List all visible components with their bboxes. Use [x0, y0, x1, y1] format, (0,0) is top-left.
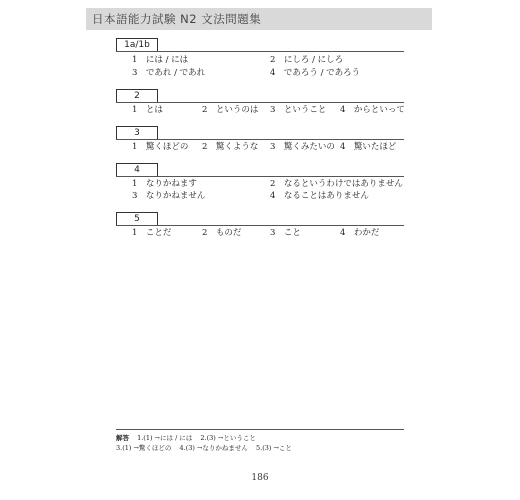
- answer-2: 2.(3) →ということ: [200, 434, 256, 442]
- question-rule-1: [116, 51, 404, 52]
- question-label-3: 3: [116, 126, 158, 140]
- question-label-4: 4: [116, 163, 158, 177]
- q5-option-2: 2 ものだ: [202, 228, 242, 238]
- answer-rule: [116, 429, 404, 430]
- q1-option-1: 1 には / には: [132, 55, 189, 65]
- q2-option-4: 4 からといって: [340, 105, 405, 115]
- q2-option-1: 1 とは: [132, 105, 163, 115]
- q4-option-2: 2 なるというわけではありません: [270, 179, 403, 189]
- question-label-1: 1a/1b: [116, 38, 158, 52]
- q5-option-1: 1 ことだ: [132, 228, 172, 238]
- answer-label: 解答: [116, 434, 129, 442]
- answer-3: 3.(1) →驚くほどの: [116, 444, 172, 452]
- q2-option-3: 3 ということ: [270, 105, 327, 115]
- question-label-2: 2: [116, 89, 158, 103]
- q3-option-2: 2 驚くような: [202, 142, 259, 152]
- q4-option-4: 4 なることはありません: [270, 191, 369, 201]
- q1-option-4: 4 であろう / であろう: [270, 68, 361, 78]
- answer-5: 5.(3) →こと: [256, 444, 292, 452]
- q3-option-1: 1 驚くほどの: [132, 142, 189, 152]
- q2-option-2: 2 というのは: [202, 105, 259, 115]
- header-bar: [86, 8, 432, 30]
- answer-line-2: [116, 443, 298, 452]
- page-header-title: 日本語能力試験 N2 文法問題集: [92, 12, 262, 26]
- answer-1: 1.(1) →には / には: [137, 434, 193, 442]
- answer-line-1: [116, 433, 262, 442]
- q3-option-4: 4 驚いたほど: [340, 142, 397, 152]
- answer-4: 4.(3) →なりかねません: [179, 444, 248, 452]
- q5-option-4: 4 わかだ: [340, 228, 380, 238]
- q4-option-3: 3 なりかねません: [132, 191, 206, 201]
- q5-option-3: 3 こと: [270, 228, 301, 238]
- q3-option-3: 3 驚くみたいの: [270, 142, 335, 152]
- q4-option-1: 1 なりかねます: [132, 179, 197, 189]
- q1-option-3: 3 であれ / であれ: [132, 68, 206, 78]
- q1-option-2: 2 にしろ / にしろ: [270, 55, 344, 65]
- question-label-5: 5: [116, 212, 158, 226]
- page-number: 186: [251, 473, 269, 483]
